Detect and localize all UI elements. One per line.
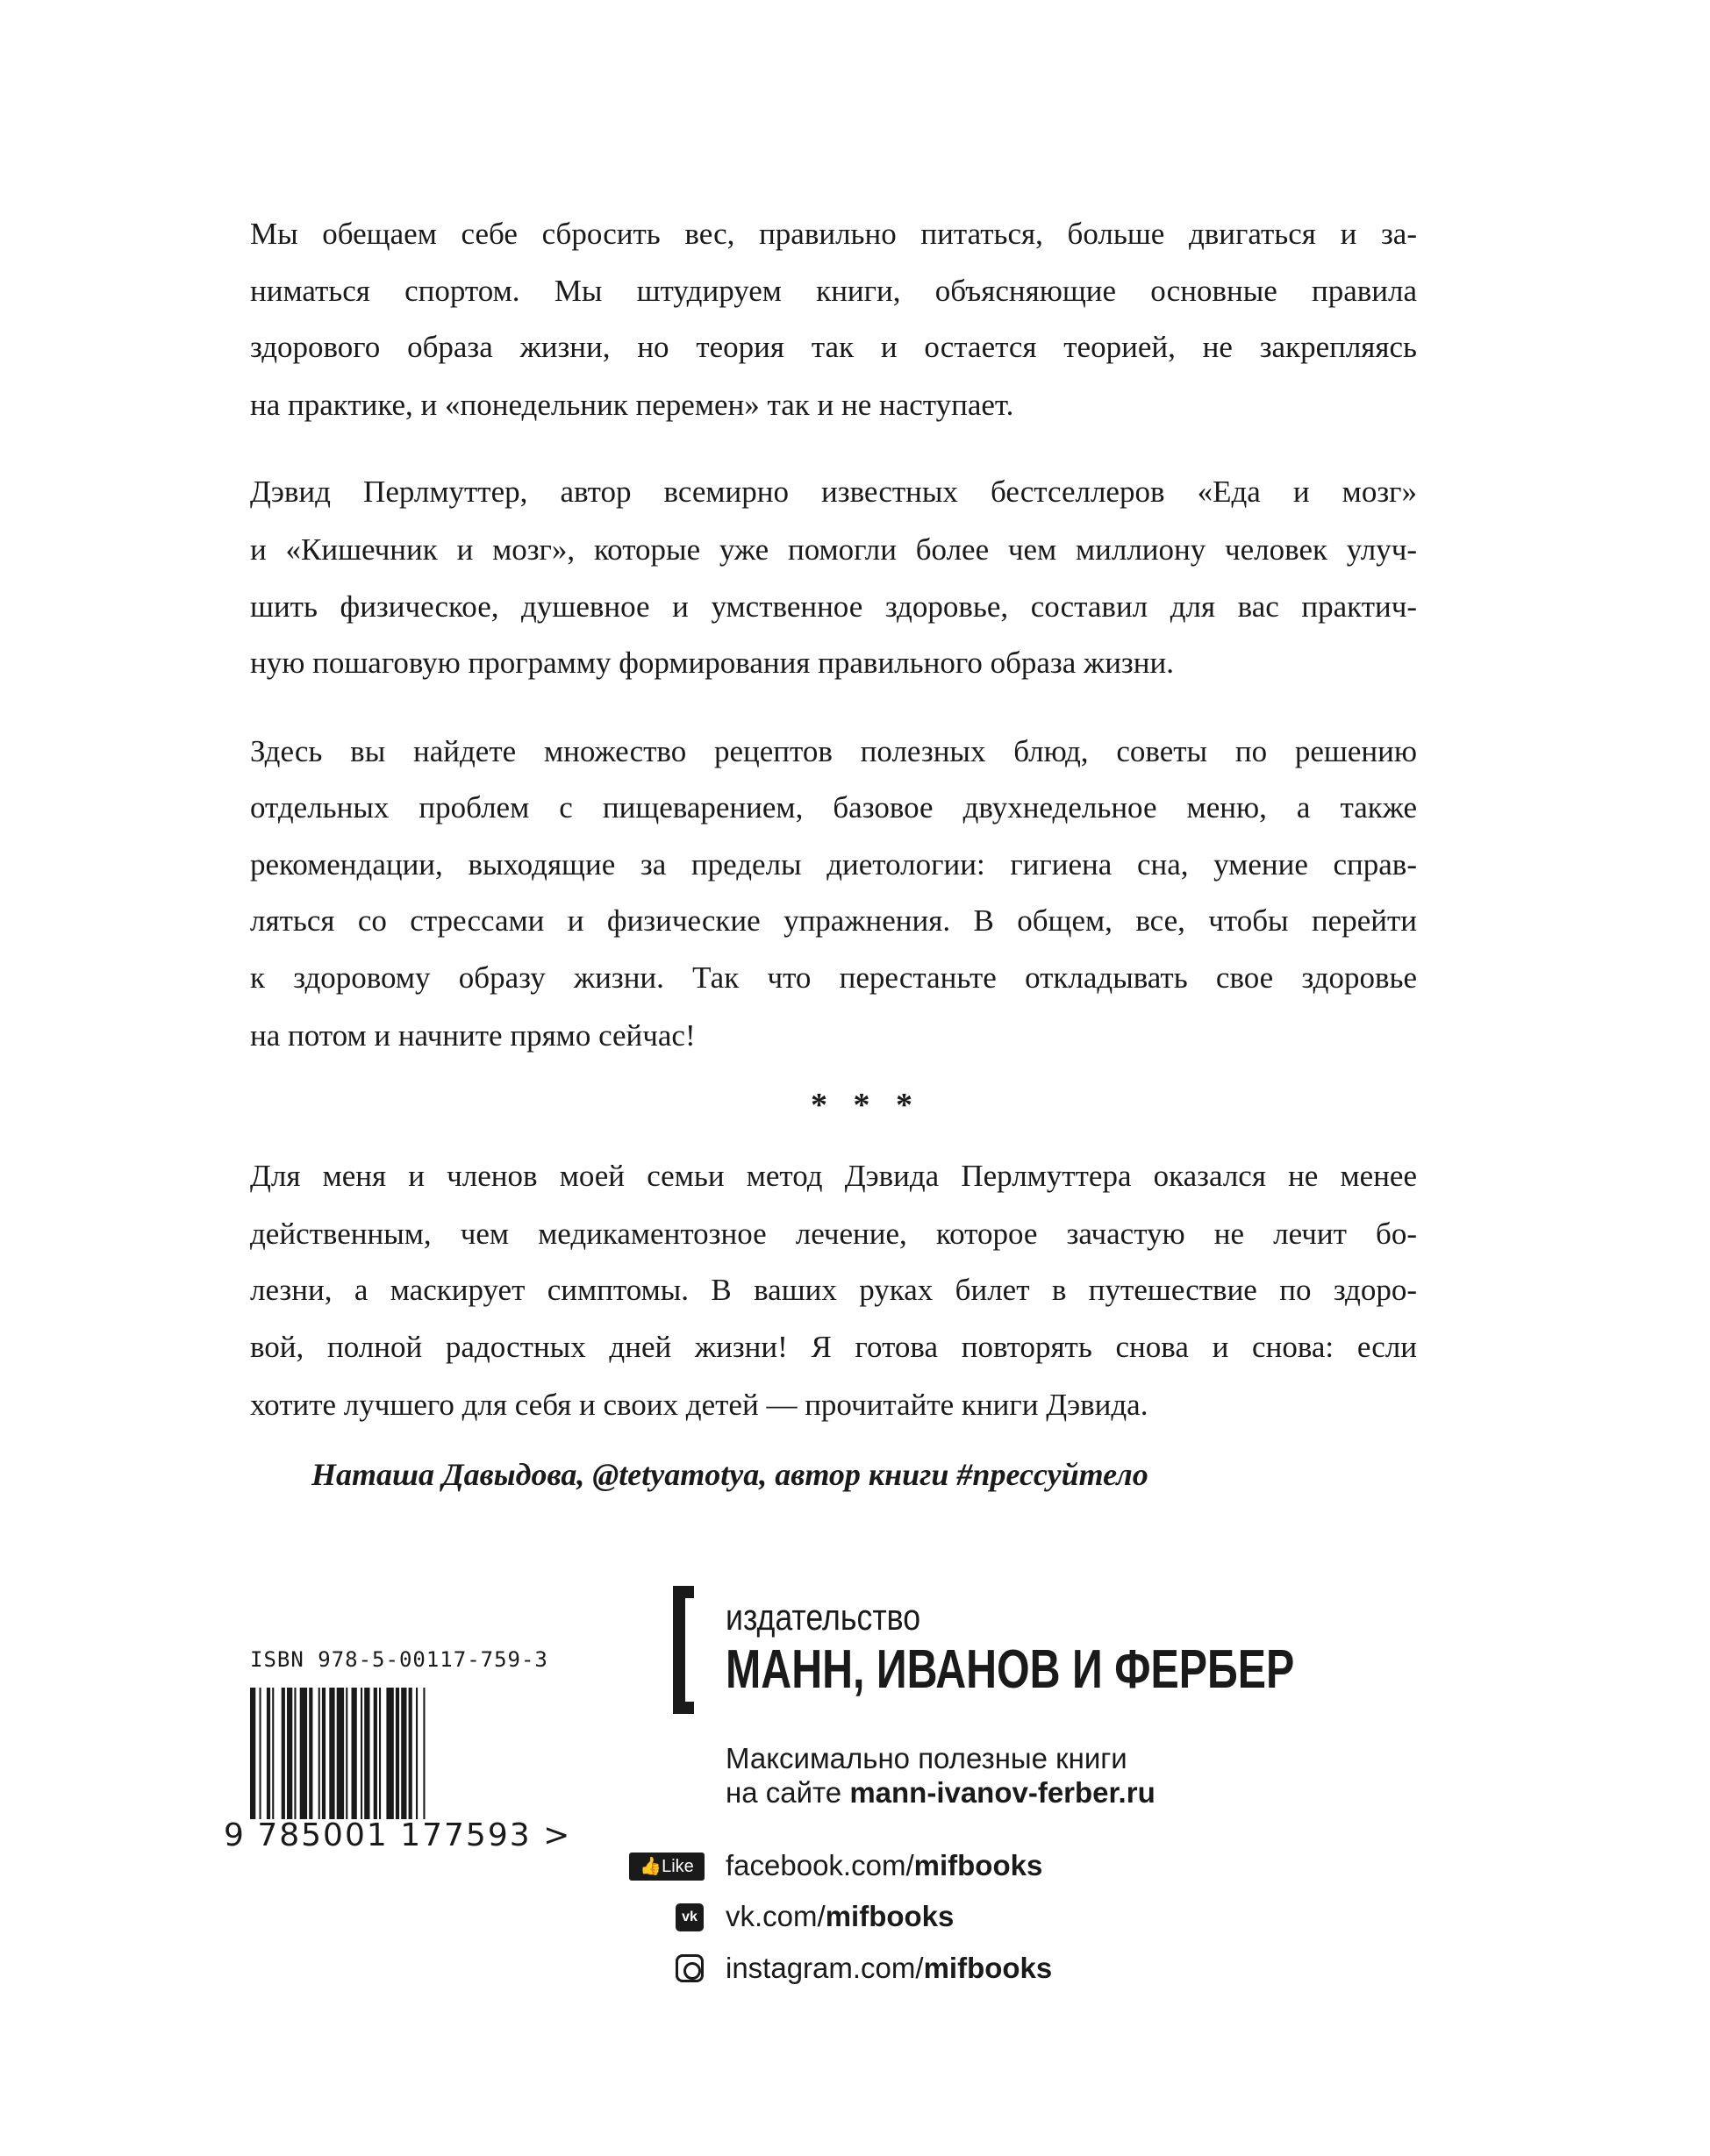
text-line: отдельных проблем с пищеварением, базовое двухнедельное меню, а также [250,790,1417,825]
text-line: действенным, чем медикаментозное лечение, которое зачастую не лечит бо- [250,1217,1417,1251]
separator: * * * [811,1087,921,1124]
link-prefix: facebook.com/ [726,1849,914,1881]
text-line: на практике, и «понедельник перемен» так и не наступает. [250,388,1014,422]
text-line: Мы обещаем себе сбросить вес, правильно питаться, больше двигаться и за- [250,217,1417,251]
text-line: и «Кишечник и мозг», которые уже помогли более чем миллиону человек улуч- [250,532,1417,567]
barcode-bar [250,1688,255,1819]
text-line: хотите лучшего для себя и своих детей — прочитайте книги Дэвида. [250,1388,1148,1422]
link-prefix: vk.com/ [726,1900,826,1932]
barcode-bar [318,1688,320,1819]
barcode-bar [329,1688,334,1819]
barcode-bar [309,1688,312,1819]
link-prefix: instagram.com/ [726,1952,924,1984]
barcode-bar [401,1688,406,1819]
tagline-prefix: на сайте [726,1776,850,1809]
instagram-link[interactable] [726,1952,1052,1985]
barcode-bar [337,1688,344,1819]
barcode-bar [352,1688,357,1819]
barcode-bar [364,1688,369,1819]
text-line: ляться со стрессами и физические упражнения. В общем, все, чтобы перейти [250,903,1417,938]
barcode-bar [379,1688,381,1819]
isbn-label: ISBN 978-5-00117-759-3 [250,1647,548,1672]
publisher-bracket-logo [673,1586,694,1714]
barcode-digits: 9 785001 177593 > [224,1817,572,1853]
like-badge: Like [662,1857,694,1876]
barcode-bar [322,1688,326,1819]
barcode-bar [294,1688,296,1819]
barcode-bar [267,1688,270,1819]
barcode-bar [282,1688,285,1819]
text-line: к здоровому образу жизни. Так что перестаньте откладывать свое здоровье [250,960,1417,995]
link-handle: mifbooks [913,1849,1043,1881]
barcode-bar [409,1688,412,1819]
facebook-like-icon: 👍Like [629,1853,705,1881]
vk-link[interactable] [726,1900,954,1933]
barcode-bar [300,1688,307,1819]
text-line: ниматься спортом. Мы штудируем книги, объясняющие основные правила [250,274,1417,308]
text-line: Дэвид Перлмуттер, автор всемирно известных бестселлеров «Еда и мозг» [250,475,1417,509]
text-line: шить физическое, душевное и умственное здоровье, составил для вас практич- [250,589,1417,624]
tagline-site [726,1776,1156,1810]
publisher-label: издательство [726,1596,921,1638]
barcode-bar [346,1688,347,1819]
text-line: Здесь вы найдете множество рецептов полезных блюд, советы по решению [250,734,1417,768]
facebook-link[interactable] [726,1849,1042,1882]
link-handle: mifbooks [825,1900,955,1932]
text-line: здорового образа жизни, но теория так и остается теорией, не закрепляясь [250,330,1417,364]
barcode-bar [374,1688,377,1819]
text-line: ную пошаговую программу формирования правильного образа жизни. [250,646,1174,680]
barcode-bar [396,1688,399,1819]
barcode-bar [361,1688,362,1819]
instagram-icon [676,1954,704,1982]
barcode-bar [260,1688,261,1819]
site-link[interactable]: mann-ivanov-ferber.ru [849,1776,1156,1809]
barcode-bar [287,1688,292,1819]
text-line: на потом и начните прямо сейчас! [250,1018,696,1053]
barcode-bar [416,1688,418,1819]
text-line: рекомендации, выходящие за пределы диетологии: гигиена сна, умение справ- [250,847,1417,882]
barcode-bar [386,1688,393,1819]
barcode-bar [423,1688,425,1819]
link-handle: mifbooks [923,1952,1053,1984]
text-line: Для меня и членов моей семьи метод Дэвида Перлмуттера оказался не менее [250,1159,1417,1193]
barcode-bar [272,1688,274,1819]
tagline: Максимально полезные книги [726,1742,1127,1774]
barcode [250,1688,531,1819]
vk-icon: vk [676,1903,704,1931]
publisher-name: МАНН, ИВАНОВ И ФЕРБЕР [726,1639,1295,1700]
text-line: вой, полной радостных дней жизни! Я готова повторять снова и снова: если [250,1330,1417,1364]
text-line: лезни, а маскирует симптомы. В ваших руках билет в путешествие по здоро- [250,1273,1417,1307]
testimonial-signature: Наташа Давыдова, @tetyamotya, автор книги #прессуйтело [311,1457,1148,1492]
